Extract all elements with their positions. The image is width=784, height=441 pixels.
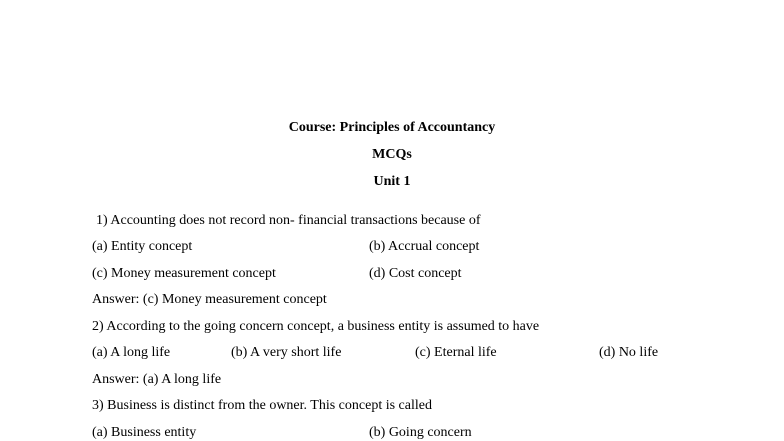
question-1-option-c: (c) Money measurement concept (92, 266, 276, 281)
question-2-option-c: (c) Eternal life (415, 345, 497, 360)
question-1-option-a: (a) Entity concept (92, 239, 193, 254)
question-1-option-d: (d) Cost concept (369, 266, 462, 281)
question-1-option-b: (b) Accrual concept (369, 239, 480, 254)
question-2-text: 2) According to the going concern concept, a business entity is assumed to have (92, 319, 540, 334)
unit-title: Unit 1 (373, 174, 411, 189)
question-3-text: 3) Business is distinct from the owner. This concept is called (92, 398, 432, 413)
question-3-option-b: (b) Going concern (369, 425, 472, 440)
question-2-option-b: (b) A very short life (231, 345, 342, 360)
question-2-answer: Answer: (a) A long life (92, 372, 222, 387)
question-3-option-a: (a) Business entity (92, 425, 197, 440)
question-1-answer: Answer: (c) Money measurement concept (92, 292, 327, 307)
question-2-option-a: (a) A long life (92, 345, 171, 360)
section-title: MCQs (372, 147, 412, 162)
question-1-text: 1) Accounting does not record non- financial transactions because of (96, 213, 481, 228)
course-title: Course: Principles of Accountancy (288, 120, 496, 135)
question-2-option-d: (d) No life (599, 345, 659, 360)
